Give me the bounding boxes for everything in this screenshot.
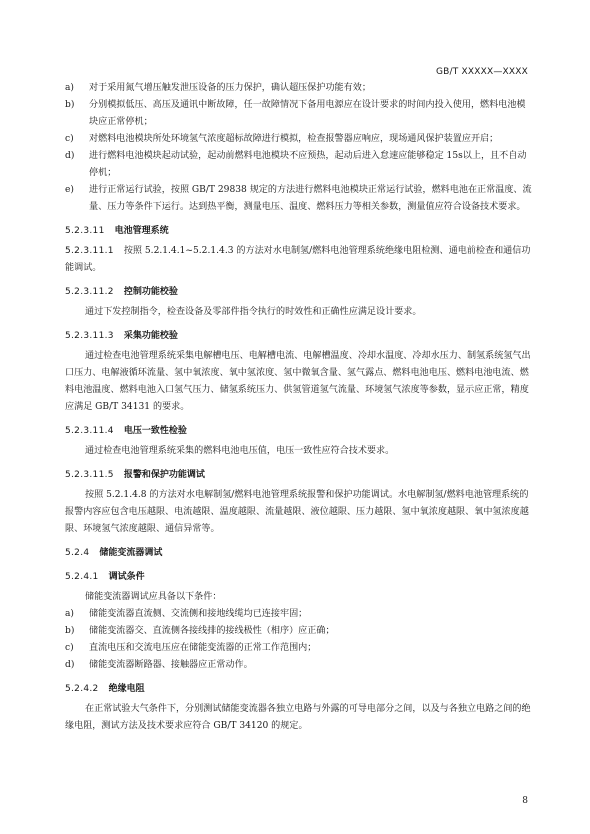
section-heading: 5.2.3.11.2 控制功能校验 <box>65 287 178 297</box>
section-paragraph: 通过检查电池管理系统采集电解槽电压、电解槽电流、电解槽温度、冷却水温度、冷却水压力、制氢系统氢气出口压力、电解液循环流量、氢中氧浓度、氧中氢浓度、氢中微氧含量、氢气露点、燃料电池电压、燃料电池电流、燃料电池温度、燃料电池入口氢气压力、储氢系统压力、供氢管道氢气流量、环境氢气浓度等参数，显示应正常，精度应满足 GB/T 34131 的要求。 <box>65 351 531 412</box>
list-item: d) 进行燃料电池模块起动试验，起动前燃料电池模块不应预热，起动后进入怠速应能够稳定 15s以上，且不自动停机； <box>65 151 527 178</box>
section-paragraph: 按照 5.2.1.4.8 的方法对水电解制氢/燃料电池管理系统报警和保护功能调试。水电解制氢/燃料电池管理系统的报警内容应包含电压越限、电流越限、温度越限、流量越限、液位越限、压力越限、氢中氧浓度越限、氧中氢浓度越限、环境氢气浓度越限、通信异常等。 <box>65 490 529 534</box>
page-number: 8 <box>522 796 528 806</box>
top-list <box>65 80 533 216</box>
section-heading: 5.2.3.11 电池管理系统 <box>65 226 169 236</box>
section-paragraph: 在正常试验大气条件下，分别测试储能变流器各独立电路与外露的可导电部分之间，以及与各独立电路之间的绝缘电阻，测试方法及技术要求应符合 GB/T 34120 的规定。 <box>65 704 531 731</box>
conditions-list <box>65 606 533 674</box>
list-item: d) 储能变流器断路器、接触器应正常动作。 <box>65 660 253 670</box>
list-item: c) 直流电压和交流电压应在储能变流器的正常工作范围内； <box>65 643 317 653</box>
standard-code-header: GB/T XXXXX—XXXX <box>435 67 528 77</box>
list-item: e) 进行正常运行试验，按照 GB/T 29838 规定的方法进行燃料电池模块正常运行试验，燃料电池在正常温度、流量、压力等条件下运行。达到热平衡，测量电压、温度、燃料压力等相关参数，测量值应符合设备技术要求。 <box>65 185 532 212</box>
section-heading: 5.2.3.11.3 采集功能校验 <box>65 331 178 341</box>
section-paragraph: 5.2.3.11.1 按照 5.2.1.4.1~5.2.1.4.3 的方法对水电制氢/燃料电池管理系统绝缘电阻检测、通电前检查和通信功能调试。 <box>65 246 531 273</box>
section-heading: 5.2.3.11.5 报警和保护功能调试 <box>65 470 205 480</box>
section-heading: 5.2.4.1 调试条件 <box>65 572 145 582</box>
list-item: b) 储能变流器交、直流侧各接线排的接线极性（相序）应正确； <box>65 626 335 636</box>
section-paragraph: 储能变流器调试应具备以下条件： <box>85 592 222 602</box>
section-heading: 5.2.4 储能变流器调试 <box>65 548 163 558</box>
list-item: b) 分别模拟低压、高压及通讯中断故障，任一故障情况下备用电源应在设计要求的时间内投入使用，燃料电池模块应正常停机； <box>65 100 526 127</box>
list-item: a) 对于采用氮气增压触发泄压设备的压力保护，确认超压保护功能有效； <box>65 83 371 93</box>
list-item: a) 储能变流器直流侧、交流侧和接地线缆均已连接牢固； <box>65 609 308 619</box>
section-paragraph: 通过下发控制指令，检查设备及零部件指令执行的时效性和正确性应满足设计要求。 <box>85 307 422 317</box>
list-item: c) 对燃料电池模块所处环境氢气浓度超标故障进行模拟，检查报警器应响应，现场通风保护装置应开启； <box>65 134 499 144</box>
section-paragraph: 通过检查电池管理系统采集的燃料电池电压值，电压一致性应符合技术要求。 <box>85 446 395 456</box>
section-heading: 5.2.3.11.4 电压一致性检验 <box>65 426 187 436</box>
document-body <box>65 80 533 735</box>
section-heading: 5.2.4.2 绝缘电阻 <box>65 684 145 694</box>
